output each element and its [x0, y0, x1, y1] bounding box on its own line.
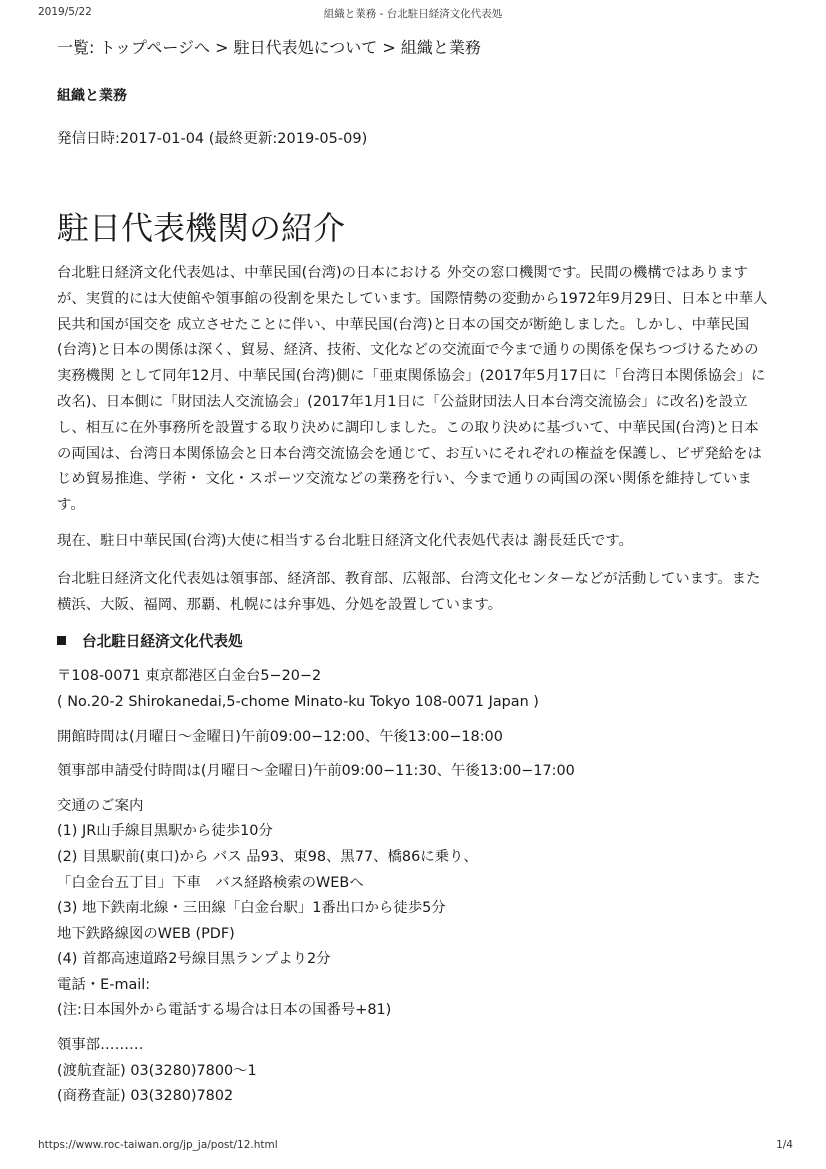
- article-body: [57, 261, 769, 1110]
- consular-hours: 領事部申請受付時間は(月曜日〜金曜日)午前09:00−11:30、午後13:00−17:00: [57, 763, 575, 780]
- address-jp: 〒108-0071 東京都港区白金台5−20−2: [57, 668, 322, 685]
- office-heading: [57, 630, 769, 654]
- square-bullet-icon: [57, 636, 66, 645]
- breadcrumb-link-about[interactable]: 駐日代表処について: [233, 38, 378, 57]
- opening-hours: 開館時間は(月曜日〜金曜日)午前09:00−12:00、午後13:00−18:00: [57, 728, 503, 745]
- print-footer: [0, 1139, 826, 1153]
- breadcrumb-separator: >: [210, 38, 234, 57]
- contact-note: (注:日本国外から電話する場合は日本の国番号+81): [57, 1002, 392, 1019]
- access-line: (1) JR山手線目黒駅から徒歩10分: [57, 823, 273, 840]
- intro-paragraph: 台北駐日経済文化代表処は、中華民国(台湾)の日本における 外交の窓口機関です。民間の機構ではありますが、実質的には大使館や領事館の役割を果たしています。国際情勢の変動から1972年9月29日、日本と中華人民共和国が国交を 成立させたことに伴い、中華民国(台湾)と日本の国交が断絶しました。しかし、中華民国(台湾)と日本の関係は深く、貿易、経済、技術、文化などの交流面で今まで通りの関係を保ちつづけるための実務機関 として同年12月、中華民国(台湾)側に「亜東関係協会」(2017年5月17日に「台湾日本関係協会」に改名)、日本側に「財団法人交流協会」(2017年1月1日に「公益財団法人日本台湾交流協会」に改名)を設立し、相互に在外事務所を設置する取り決めに調印しました。この取り決めに基づいて、中華民国(台湾)と日本の両国は、台湾日本関係協会と日本台湾交流協会を通じて、お互いにそれぞれの権益を保護し、ビザ発給をはじめ貿易推進、学術・ 文化・スポーツ交流などの業務を行い、今まで通りの両国の深い関係を維持しています。: [57, 265, 768, 514]
- print-header: [0, 6, 826, 20]
- bus-route-search-link[interactable]: 「白金台五丁目」下車 バス経路検索のWEBへ: [57, 874, 364, 891]
- access-line: (4) 首都高速道路2号線目黒ランプより2分: [57, 951, 331, 968]
- print-page-number: 1/4: [776, 1139, 793, 1151]
- print-page-title: 組織と業務 - 台北駐日経済文化代表処: [323, 8, 503, 20]
- contact-label: 電話・E-mail:: [57, 976, 151, 993]
- access-heading: 交通のご案内: [57, 797, 144, 814]
- address-en: ( No.20-2 Shirokanedai,5-chome Minato-ku Tokyo 108-0071 Japan ): [57, 693, 539, 710]
- departments-paragraph: 台北駐日経済文化代表処は領事部、経済部、教育部、広報部、台湾文化センターなどが活動しています。また横浜、大阪、福岡、那覇、札幌には弁事処、分処を設置しています。: [57, 570, 761, 613]
- print-url: https://www.roc-taiwan.org/jp_ja/post/12.html: [38, 1139, 278, 1151]
- publish-date: 発信日時:2017-01-04 (最終更新:2019-05-09): [57, 131, 368, 147]
- office-heading-text: 台北駐日経済文化代表処: [82, 633, 243, 651]
- access-line: (3) 地下鉄南北線・三田線「白金台駅」1番出口から徒歩5分: [57, 900, 446, 917]
- access-line: (2) 目黒駅前(東口)から バス 品93、東98、黒77、橋86に乗り、: [57, 848, 478, 865]
- phone-business-visa: (商務査証) 03(3280)7802: [57, 1088, 234, 1105]
- consular-dept-label: 領事部………: [57, 1037, 144, 1054]
- section-heading: 組織と業務: [57, 88, 127, 104]
- representative-paragraph: 現在、駐日中華民国(台湾)大使に相当する台北駐日経済文化代表処代表は 謝長廷氏です。: [57, 532, 633, 549]
- phone-visa: (渡航査証) 03(3280)7800〜1: [57, 1062, 257, 1079]
- print-date: 2019/5/22: [38, 6, 92, 18]
- page-title: 駐日代表機関の紹介: [57, 209, 346, 247]
- breadcrumb-prefix: 一覧:: [57, 38, 100, 57]
- document-content: [57, 37, 769, 1105]
- breadcrumb: [57, 37, 769, 59]
- subway-map-link[interactable]: 地下鉄路線図のWEB (PDF): [57, 925, 235, 942]
- breadcrumb-separator: >: [377, 38, 401, 57]
- breadcrumb-current: 組織と業務: [400, 38, 481, 57]
- breadcrumb-link-top[interactable]: トップページへ: [99, 38, 211, 57]
